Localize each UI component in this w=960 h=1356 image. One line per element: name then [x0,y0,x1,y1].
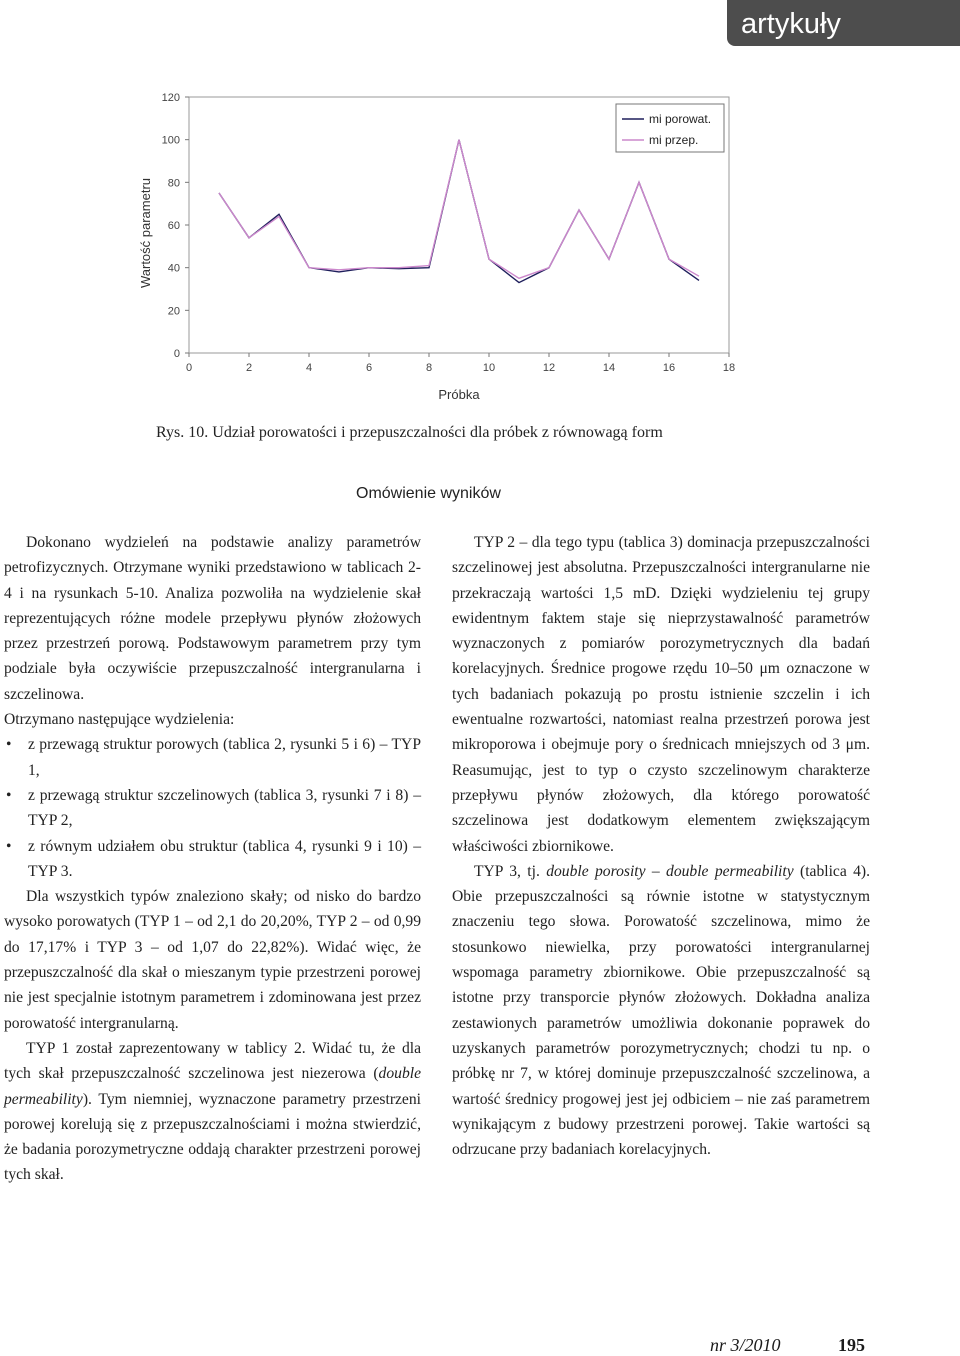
x-tick-label: 14 [602,362,616,374]
paragraph [4,1036,421,1188]
text-run: TYP 1 został zaprezentowany w tablicy 2. Widać tu, że dla tych skał przepuszczalność szczelinowa jest niezerowa ( [4,1039,421,1083]
list-item: • z równym udziałem obu struktur (tablica 4, rysunki 9 i 10) – TYP 3. [4,834,421,885]
y-tick-label: 40 [167,262,180,275]
left-column [4,530,421,1188]
y-axis-label: Wartość parametru [138,177,153,289]
text-run: TYP 3, tj. [474,862,547,880]
page-number: 195 [838,1335,865,1355]
paragraph [452,859,870,1163]
issue-number: nr 3/2010 [710,1335,781,1355]
text-run: ). Tym niemniej, wyznaczone parametry przestrzeni porowej korelują się z przepuszczalnościami i można stwierdzić, że badania porozymetryczne oddają charakter przestrzeni porowej tych skał. [4,1090,421,1184]
x-axis-label: Próbka [438,387,480,402]
x-tick-label: 10 [482,362,496,374]
x-tick-label: 6 [365,362,373,374]
legend-label: mi porowat. [649,112,712,126]
x-tick-label: 4 [305,362,313,374]
x-tick-label: 12 [542,362,556,374]
y-tick-label: 120 [161,92,180,104]
emphasis: double permeability [4,1065,421,1108]
series-line [219,140,699,279]
x-tick-label: 2 [245,362,253,374]
x-tick-label: 0 [185,362,193,374]
right-column [452,530,870,1162]
y-tick-label: 60 [167,220,180,232]
section-tag: artykuły [727,0,960,46]
list-item: • z przewagą struktur szczelinowych (tablica 3, rysunki 7 i 8) – TYP 2, [4,783,421,834]
figure-caption: Rys. 10. Udział porowatości i przepuszczalności dla próbek z równowagą form [156,424,663,441]
text-run: (tablica 4). Obie przepuszczalności są równie istotne w statystycznym znaczeniu tego słowa. Porowatość szczelinowa, mimo że stosunkowo niewielka, przy porowatości intergranularnej wspomaga parametry zbiornikowe. Obie przepuszczalność są istotne przy transporcie płynów złożowych. Dokładna analiza zestawionych parametrów umożliwia dokonanie poprawek do uzyskanych parametrów porozymetrycznych; chodzi tu np. o próbkę nr 7, w której dominuje przepuszczalność szczelinowa, a wartość średnicy progowej jest jej odbiciem – nie zaś parametrem wynikającym z budowy przestrzeni porowej. Takie wartości są odrzucane przy badaniach korelacyjnych. [452,862,871,1159]
legend-label: mi przep. [649,133,699,147]
paragraph: Dla wszystkich typów znaleziono skały; od nisko do bardzo wysoko porowatych (TYP 1 – od 2,1 do 20,20%, TYP 2 – od 0,99 do 17,17% i TYP 3 – od 1,07 do 22,82%). Widać więc, że przepuszczalność dla skał o mieszanym typie przestrzeni porowej nie jest specjalnie istotnym parametrem i zdominowana jest przez porowatość intergranularną. [4,888,421,1032]
bullet-list [4,732,421,884]
x-tick-label: 16 [662,362,676,374]
x-tick-label: 8 [425,362,433,374]
emphasis: double porosity – double permeability [546,862,794,880]
paragraph: Otrzymano następujące wydzielenia: [4,711,235,729]
line-chart [0,70,760,410]
paragraph: TYP 2 – dla tego typu (tablica 3) dominacja przepuszczalności szczelinowej jest absolutna. Przepuszczalności intergranularne nie przekraczają wartości 1,5 mD. Dzięki wydzieleniu tej grupy ewidentnym faktem staje się nieprzystawalność parametrów wyznaczonych z pomiarów porozymetrycznych dla badań korelacyjnych. Średnice progowe rzędu 10–50 μm oznaczone w tych badaniach pokazują po prostu istnienie szczelin i ich ewentualne rozwartości, natomiast realna przestrzeń porowa jest mikroporowa i obejmuje pory o średnicach mniejszych od 3 μm. Reasumując, jest to typ o czysto szczelinowym charakterze przepływu płynów złożowych, dla którego porowatość szczelinowa jest dodatkowym elementem zwiększającym właściwości zbiornikowe. [452,534,870,855]
y-tick-label: 80 [167,177,180,190]
section-title: Omówienie wyników [356,485,501,502]
paragraph: Dokonano wydzieleń na podstawie analizy parametrów petrofizycznych. Otrzymane wyniki przedstawiono w tablicach 2-4 i na rysunkach 5-10. Analiza pozwoliła na wydzielenie skał reprezentujących różne modele przepływu płynów złożowych przez przestrzeń porową. Podstawowym parametrem przy tym podziale była oczywiście przepuszczalność intergranularna i szczelinowa. [4,534,421,703]
list-item: • z przewagą struktur porowych (tablica 2, rysunki 5 i 6) – TYP 1, [4,732,421,783]
y-tick-label: 0 [173,348,180,360]
y-tick-label: 20 [167,305,180,318]
x-tick-label: 18 [722,362,736,374]
y-tick-label: 100 [161,134,180,147]
